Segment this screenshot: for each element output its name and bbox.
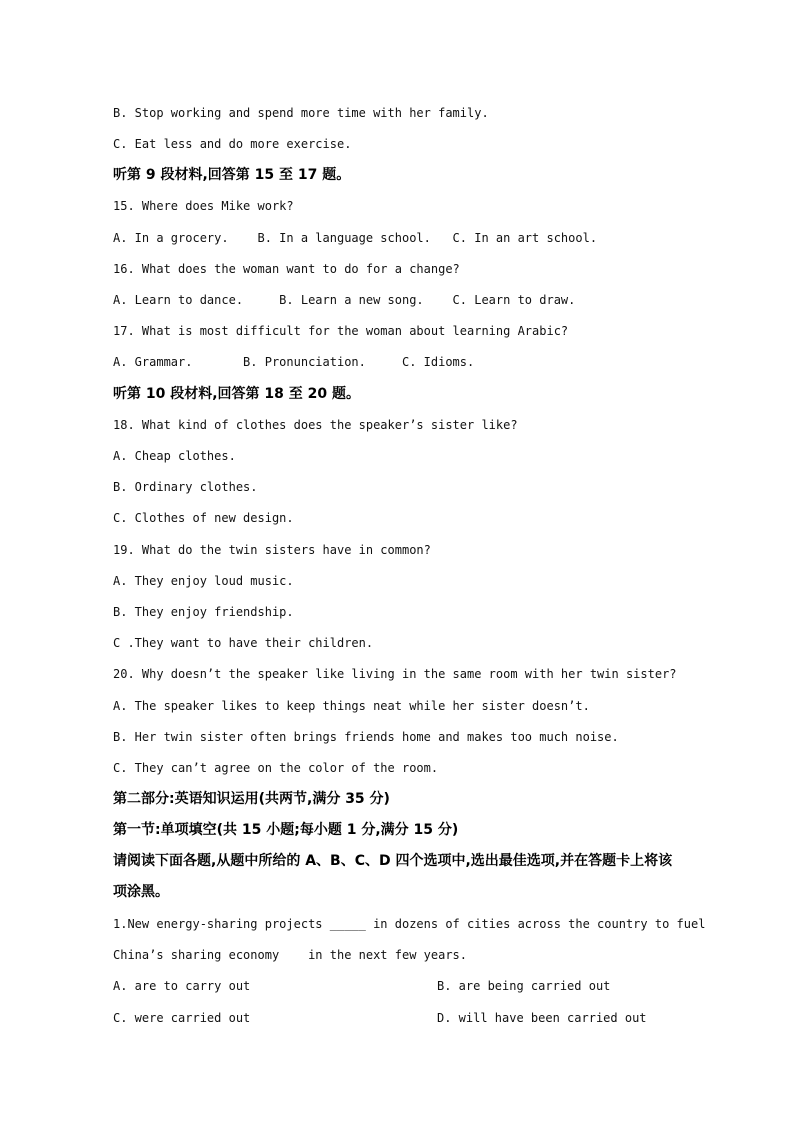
instructions-cont: 项涂黑。 <box>113 884 169 900</box>
question-17-options: A. Grammar. B. Pronunciation. C. Idioms. <box>113 355 475 369</box>
question-1: 1.New energy-sharing projects _____ in dozens of cities across the country to fuel <box>113 917 706 931</box>
question-16-options: A. Learn to dance. B. Learn a new song. C. Learn to draw. <box>113 293 576 307</box>
question-20: 20. Why doesn’t the speaker like living in the same room with her twin sister? <box>113 667 677 681</box>
question-18-option-b: B. Ordinary clothes. <box>113 480 258 494</box>
question-1-option-a: A. are to carry out <box>113 979 251 993</box>
question-19-option-b: B. They enjoy friendship. <box>113 605 294 619</box>
question-15-options: A. In a grocery. B. In a language school. C. In an art school. <box>113 231 598 245</box>
question-20-option-b: B. Her twin sister often brings friends home and makes too much noise. <box>113 730 619 744</box>
question-18-option-c: C. Clothes of new design. <box>113 511 294 525</box>
option-line: C. Eat less and do more exercise. <box>113 137 352 151</box>
question-18-option-a: A. Cheap clothes. <box>113 449 236 463</box>
question-1-option-d: D. will have been carried out <box>437 1011 647 1025</box>
section-instruction: 听第 9 段材料,回答第 15 至 17 题。 <box>113 167 351 183</box>
question-17: 17. What is most difficult for the woman about learning Arabic? <box>113 324 569 338</box>
question-1-option-c: C. were carried out <box>113 1011 251 1025</box>
section-instruction: 听第 10 段材料,回答第 18 至 20 题。 <box>113 386 361 402</box>
section-heading: 第一节:单项填空(共 15 小题;每小题 1 分,满分 15 分) <box>113 822 459 838</box>
option-line: B. Stop working and spend more time with her family. <box>113 106 489 120</box>
question-19-option-a: A. They enjoy loud music. <box>113 574 294 588</box>
question-18: 18. What kind of clothes does the speaker’s sister like? <box>113 418 518 432</box>
question-20-option-a: A. The speaker likes to keep things neat while her sister doesn’t. <box>113 699 590 713</box>
question-1-cont: China’s sharing economy in the next few years. <box>113 948 468 962</box>
question-19: 19. What do the twin sisters have in common? <box>113 543 431 557</box>
question-16: 16. What does the woman want to do for a change? <box>113 262 460 276</box>
question-15: 15. Where does Mike work? <box>113 199 294 213</box>
question-19-option-c: C .They want to have their children. <box>113 636 374 650</box>
instructions: 请阅读下面各题,从题中所给的 A、B、C、D 四个选项中,选出最佳选项,并在答题卡上将该 <box>113 853 673 869</box>
question-20-option-c: C. They can’t agree on the color of the room. <box>113 761 439 775</box>
part-heading: 第二部分:英语知识运用(共两节,满分 35 分) <box>113 791 390 807</box>
question-1-option-b: B. are being carried out <box>437 979 611 993</box>
